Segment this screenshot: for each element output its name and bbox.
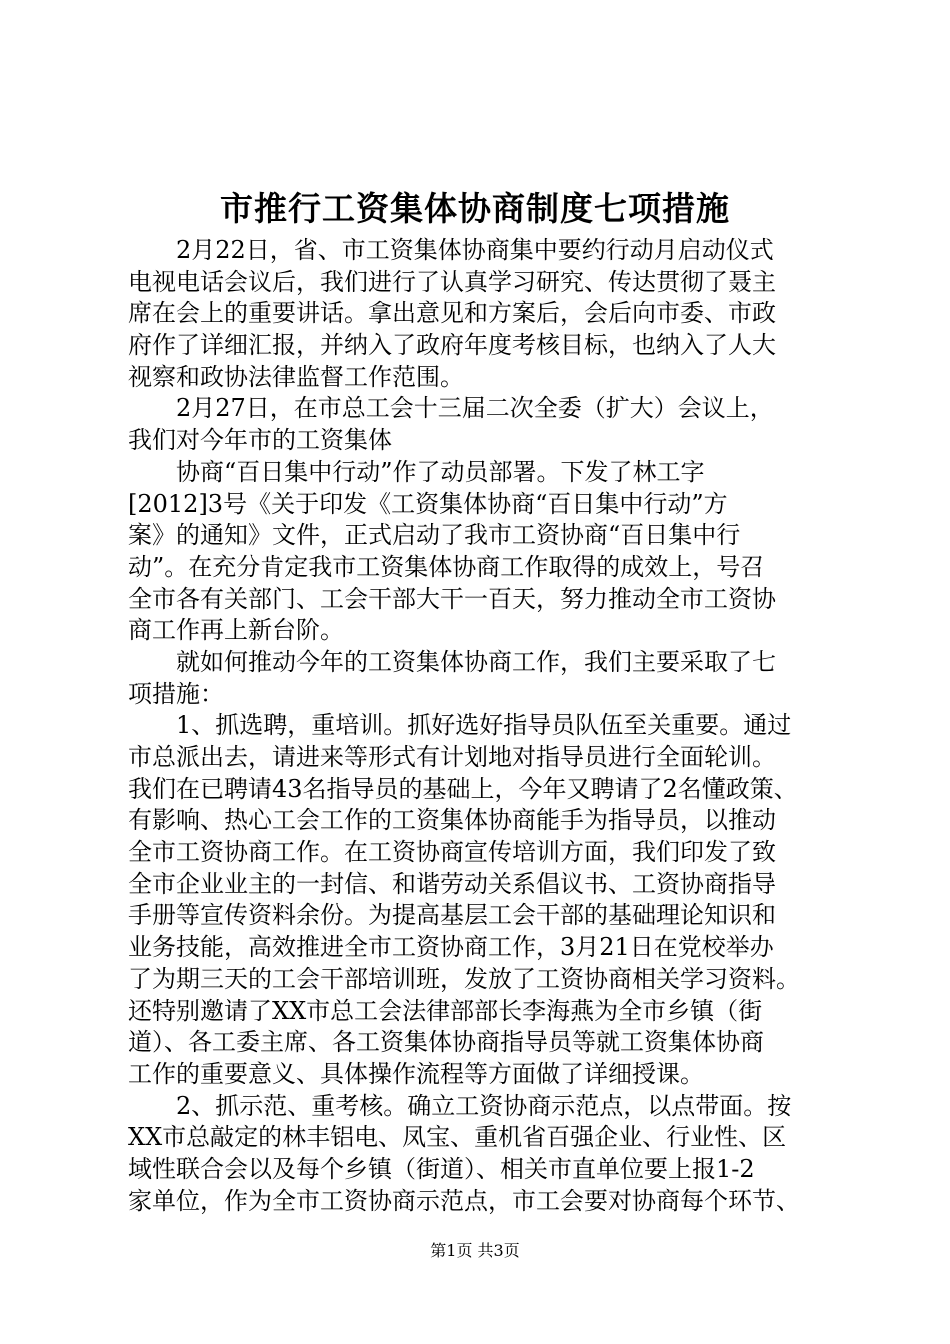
body-line: 手册等宣传资料余份。为提高基层工会干部的基础理论知识和 (128, 901, 776, 930)
body-line: 全市各有关部门、工会干部大干一百天，努力推动全市工资协 (128, 584, 776, 613)
body-line: 项措施： (128, 679, 224, 708)
document-body (128, 235, 838, 1217)
body-line: 视察和政协法律监督工作范围。 (128, 362, 464, 391)
document-title: 市推行工资集体协商制度七项措施 (220, 189, 730, 228)
body-line: 2月22日，省、市工资集体协商集中要约行动月启动仪式 (128, 236, 774, 264)
body-line: 商工作再上新台阶。 (128, 616, 344, 645)
body-line: 市总派出去，请进来等形式有计划地对指导员进行全面轮训。 (128, 743, 776, 771)
body-line: 1、抓选聘，重培训。抓好选好指导员队伍至关重要。通过 (128, 711, 792, 740)
body-line: 电视电话会议后，我们进行了认真学习研究、传达贯彻了聂主 (128, 267, 776, 296)
body-line: 有影响、热心工会工作的工资集体协商能手为指导员，以推动 (128, 806, 776, 835)
body-line: 我们在已聘请43名指导员的基础上，今年又聘请了2名懂政策、 (128, 774, 798, 803)
page-number-footer: 第1页 共3页 (430, 1241, 520, 1260)
body-line: 工作的重要意义、具体操作流程等方面做了详细授课。 (128, 1059, 704, 1088)
body-line: XX市总敲定的林丰铝电、凤宝、重机省百强企业、行业性、区 (128, 1123, 787, 1152)
body-line: [2012]3号《关于印发《工资集体协商“百日集中行动”方 (128, 489, 728, 518)
body-line: 就如何推动今年的工资集体协商工作，我们主要采取了七 (128, 647, 776, 676)
body-line: 案》的通知》文件，正式启动了我市工资协商“百日集中行 (128, 521, 741, 550)
body-line: 业务技能，高效推进全市工资协商工作，3月21日在党校举办 (128, 933, 774, 962)
body-line: 道）、各工委主席、各工资集体协商指导员等就工资集体协商 (128, 1028, 764, 1057)
body-line: 家单位，作为全市工资协商示范点，市工会要对协商每个环节、 (128, 1186, 800, 1215)
body-line: 府作了详细汇报，并纳入了政府年度考核目标，也纳入了人大 (128, 331, 776, 360)
body-line: 动”。在充分肯定我市工资集体协商工作取得的成效上，号召 (128, 552, 765, 581)
body-line: 2月27日，在市总工会十三届二次全委（扩大）会议上， (128, 394, 774, 423)
body-line: 我们对今年市的工资集体 (128, 426, 392, 455)
body-line: 全市企业业主的一封信、和谐劳动关系倡议书、工资协商指导 (128, 869, 776, 898)
body-line: 域性联合会以及每个乡镇（街道）、相关市直单位要上报1-2 (128, 1154, 755, 1183)
body-line: 2、抓示范、重考核。确立工资协商示范点，以点带面。按 (128, 1091, 792, 1120)
body-line: 协商“百日集中行动”作了动员部署。下发了林工字 (128, 457, 705, 486)
body-line: 席在会上的重要讲话。拿出意见和方案后，会后向市委、市政 (128, 299, 776, 328)
body-line: 全市工资协商工作。在工资协商宣传培训方面，我们印发了致 (128, 838, 776, 867)
body-line: 还特别邀请了XX市总工会法律部部长李海燕为全市乡镇（街 (128, 996, 763, 1025)
body-line: 了为期三天的工会干部培训班，发放了工资协商相关学习资料。 (128, 964, 800, 993)
